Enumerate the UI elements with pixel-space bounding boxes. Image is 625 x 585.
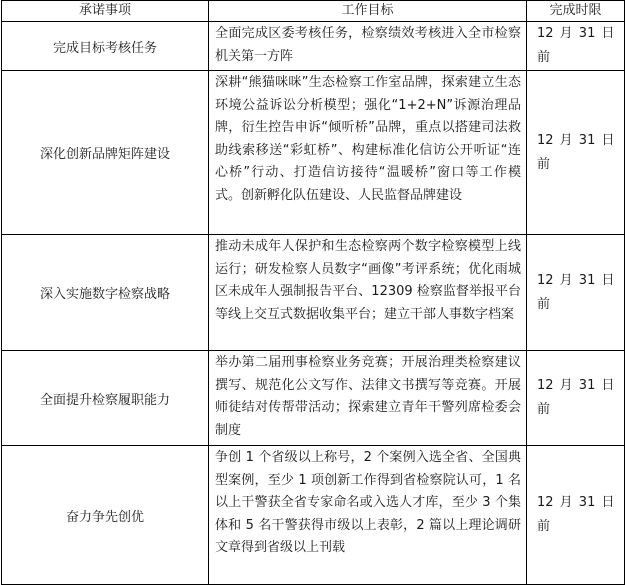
table-row — [2, 71, 625, 235]
commitment-item-cell: 深入实施数字检察战略 — [2, 235, 209, 351]
header-work-goal: 工作目标 — [209, 1, 527, 22]
work-goal-cell: 举办第二届刑事检察业务竞赛；开展治理类检察建议撰写、规范化公文写作、法律文书撰写等竞赛。开展师徒结对传帮带活动；探索建立青年干警列席检委会制度 — [209, 351, 527, 446]
work-goal-cell: 推动未成年人保护和生态检察两个数字检察模型上线运行；研发检察人员数字“画像”考评系统；优化雨城区未成年人强制报告平台、12309 检察监督举报平台等线上交互式数据收集平台；建立干部人事数字档案 — [209, 235, 527, 351]
table-row — [2, 351, 625, 446]
deadline-cell: 12 月 31 日前 — [527, 351, 625, 446]
commitment-item-cell: 奋力争先创优 — [2, 446, 209, 585]
deadline-cell: 12 月 31 日前 — [527, 235, 625, 351]
work-goal-cell: 全面完成区委考核任务，检察绩效考核进入全市检察机关第一方阵 — [209, 22, 527, 71]
commitment-item-cell: 深化创新品牌矩阵建设 — [2, 71, 209, 235]
header-deadline: 完成时限 — [527, 1, 625, 22]
deadline-cell: 12 月 31 日前 — [527, 71, 625, 235]
deadline-cell: 12 月 31 日前 — [527, 22, 625, 71]
commitment-table — [1, 0, 625, 585]
commitment-item-cell: 全面提升检察履职能力 — [2, 351, 209, 446]
header-commitment-item: 承诺事项 — [2, 1, 209, 22]
table-header-row — [2, 1, 625, 22]
commitment-item-cell: 完成目标考核任务 — [2, 22, 209, 71]
table-row — [2, 446, 625, 585]
table-row — [2, 22, 625, 71]
work-goal-cell: 争创 1 个省级以上称号，2 个案例入选全省、全国典型案例，至少 1 项创新工作得到省检察院认可，1 名以上干警获全省专家命名或入选人才库，至少 3 个集体和 5 名干警获得市级以上表彰，2 篇以上理论调研文章得到省级以上刊载 — [209, 446, 527, 585]
work-goal-cell: 深耕“熊猫咪咪”生态检察工作室品牌，探索建立生态环境公益诉讼分析模型；强化“1+2+N”诉源治理品牌，衍生控告申诉“倾听桥”品牌，重点以搭建司法救助线索移送“彩虹桥”、构建标准化信访公开听证“连心桥”行动、打造信访接待“温暖桥”窗口等工作模式。创新孵化队伍建设、人民监督品牌建设 — [209, 71, 527, 235]
table-row — [2, 235, 625, 351]
deadline-cell: 12 月 31 日前 — [527, 446, 625, 585]
